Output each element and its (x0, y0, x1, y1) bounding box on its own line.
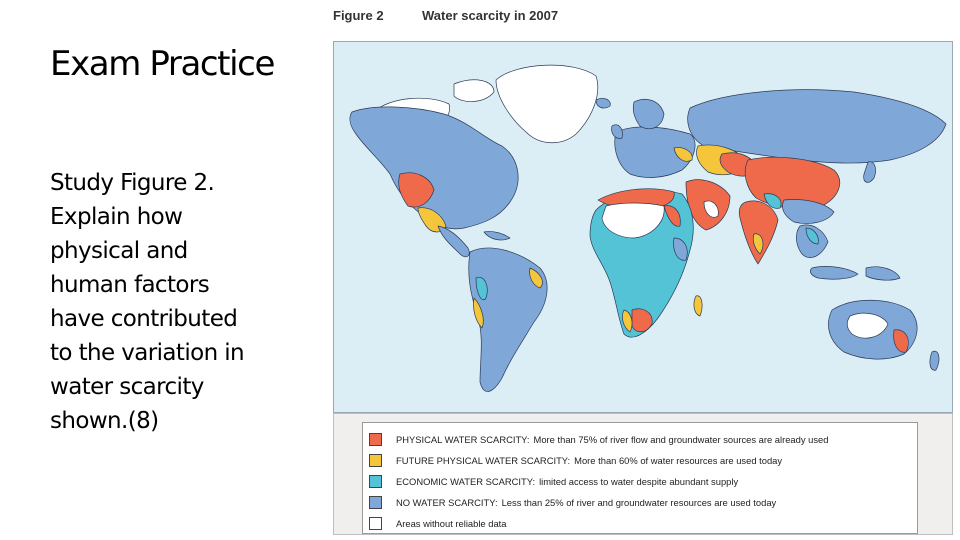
legend-swatch (369, 496, 382, 509)
question-text (50, 166, 320, 438)
question-line: water scarcity (50, 374, 204, 400)
legend-category: ECONOMIC WATER SCARCITY: (396, 475, 536, 487)
world-map (333, 41, 953, 413)
legend-description: Areas without reliable data (396, 517, 507, 529)
map-legend (333, 413, 953, 535)
legend-item-future (369, 452, 782, 468)
legend-category: FUTURE PHYSICAL WATER SCARCITY: (396, 454, 571, 466)
question-line: human factors (50, 272, 210, 298)
legend-category: PHYSICAL WATER SCARCITY: (396, 433, 530, 445)
question-line: shown.(8) (50, 408, 159, 434)
question-line: have contributed (50, 306, 238, 332)
legend-swatch (369, 454, 382, 467)
legend-item-nodata (369, 515, 506, 531)
legend-item-physical (369, 431, 828, 447)
figure-number: Figure 2 (333, 8, 384, 23)
legend-description: More than 75% of river flow and groundwater sources are already used (533, 433, 829, 445)
question-line: physical and (50, 238, 188, 264)
question-line: to the variation in (50, 340, 245, 366)
legend-swatch (369, 475, 382, 488)
legend-description: Less than 25% of river and groundwater resources are used today (501, 496, 777, 508)
legend-swatch (369, 433, 382, 446)
question-line: Explain how (50, 204, 183, 230)
legend-item-economic (369, 473, 738, 489)
legend-description: limited access to water despite abundant supply (539, 475, 739, 487)
slide-title: Exam Practice (50, 44, 274, 84)
figure-title: Water scarcity in 2007 (422, 8, 559, 23)
legend-item-none (369, 494, 776, 510)
question-line: Study Figure 2. (50, 170, 215, 196)
legend-box (362, 422, 918, 534)
legend-category: NO WATER SCARCITY: (396, 496, 498, 508)
legend-swatch (369, 517, 382, 530)
legend-description: More than 60% of water resources are used today (574, 454, 783, 466)
